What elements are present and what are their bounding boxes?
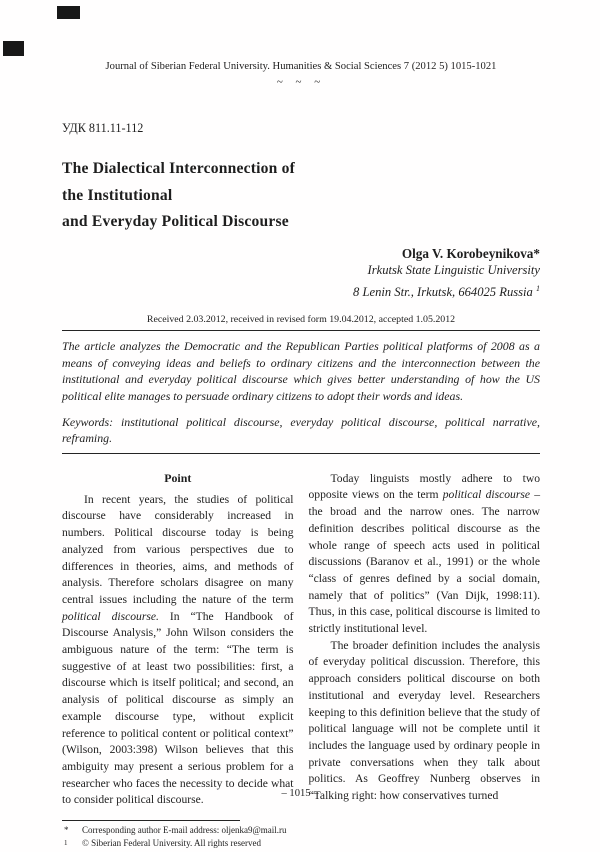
paragraph-segment: Today linguists mostly adhere to two opposite views on the term: [308, 471, 540, 502]
footnote-mark: *: [64, 825, 69, 836]
right-column-paragraph-1: [309, 471, 541, 638]
author-name: Olga V. Korobeynikova*: [401, 245, 540, 261]
paragraph-segment-italic: political discourse.: [62, 609, 159, 623]
abstract-text: The article analyzes the Democratic and the Republican Parties political platforms of 2008 as a means of conveying ideas and beliefs to ordinary citizens and the interconnection between the institutional and everyday political discourse which gives better understanding of how the US political elite manages to persuade ordinary citizens to adopt their words and ideas.: [62, 339, 540, 403]
author-address-text: 8 Lenin Str., Irkutsk, 664025 Russia: [353, 284, 533, 299]
left-column-paragraph: [62, 492, 294, 809]
footnote-corresponding-author: [62, 824, 294, 837]
author-footnote-mark: 1: [536, 283, 540, 293]
received-dates: Received 2.03.2012, received in revised form 19.04.2012, accepted 1.05.2012: [146, 314, 456, 326]
header-ornament: ~ ~ ~: [276, 76, 326, 88]
author-address: [62, 280, 540, 302]
footnote-mark: 1: [64, 839, 68, 848]
divider-top: [62, 330, 540, 331]
author-affiliation: Irkutsk State Linguistic University: [367, 263, 540, 277]
footnote-copyright: [62, 837, 294, 850]
udk-code: УДК 811.11-112: [62, 121, 144, 135]
right-column-paragraph-2: The broader definition includes the analysis of everyday political discussion. Therefore, this approach considers political discourse on both institutional and everyday level. Researchers keeping to this definition believe that the study of political language will not be complete until it includes the language used by ordinary people in private conversations when they talk about politics. As Geoffrey Nunberg observes in “Talking right: how conservatives turned: [308, 638, 540, 803]
keywords-text: Keywords: institutional political discourse, everyday political discourse, political narrative, reframing.: [62, 414, 540, 446]
footnotes-block: [62, 820, 294, 850]
journal-title-line: Journal of Siberian Federal University. Humanities & Social Sciences 7 (2012 5) 1015-1021: [105, 61, 497, 72]
divider-bottom: [62, 453, 540, 454]
section-heading: Point: [164, 470, 192, 485]
footnote-divider: [62, 820, 240, 821]
paragraph-segment: – the broad and the narrow ones. The narrow definition describes political discourse as the whole range of speech acts used in political discussions (Baranov et al., 1991) or the whole “class of genres defined by a social domain, namely that of politics” (Van Dijk, 1998:11). Thus, in this case, political discourse is limited to strictly institutional level.: [308, 488, 540, 636]
article-title-line: and Everyday Political Discourse: [62, 213, 289, 230]
author-block: [62, 245, 540, 302]
article-title-line: The Dialectical Interconnection of: [62, 160, 296, 177]
page-number: – 1015 –: [281, 788, 319, 799]
paragraph-segment: In “The Handbook of Discourse Analysis,” John Wilson considers the ambiguous nature of the term: “The term is suggestive of at least two possibilities: first, a discourse which is itself political; and second, an analysis of political discourse as simply an example discourse type, without explicit reference to political content or political context” (Wilson, 2003:398) Wilson believes that this ambiguity may present a serious problem for a researcher who faces the necessity to decide what to consider political discourse.: [62, 609, 294, 807]
footnote-text: © Siberian Federal University. All rights reserved: [82, 838, 261, 849]
article-title-line: the Institutional: [62, 186, 173, 204]
footnote-text: Corresponding author E-mail address: oljenka9@mail.ru: [82, 825, 287, 836]
article-title: [62, 156, 540, 236]
paragraph-segment-italic: political discourse: [442, 488, 531, 502]
journal-header: [62, 60, 540, 88]
paragraph-segment: In recent years, the studies of political discourse have considerably increased in numbers. Political discourse today is being analyzed from various perspectives due to differences in theories, aims, and methods of analysis. Therefore scholars disagree on many central issues including the nature of the term: [62, 492, 294, 606]
